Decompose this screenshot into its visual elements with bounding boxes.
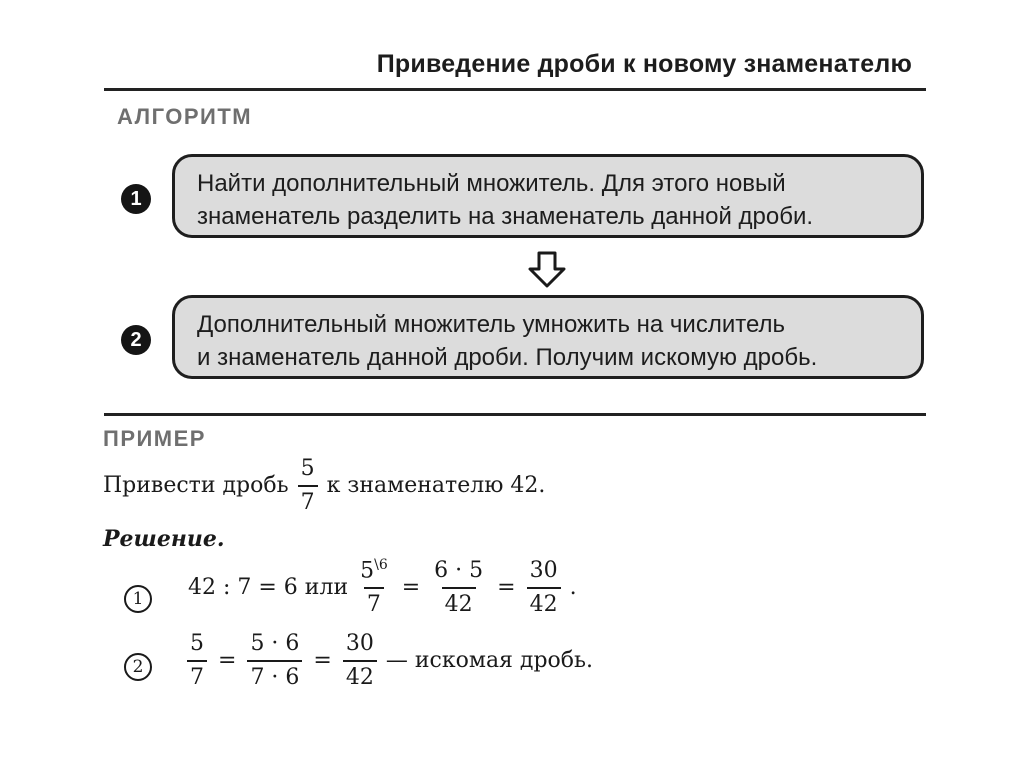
solution-2-fraction-b-numerator: 5 · 6: [250, 631, 300, 656]
solution-step-1-marker: 1: [124, 585, 152, 613]
down-arrow-icon: [527, 251, 567, 289]
solution-1-fraction-a: [357, 557, 391, 618]
middle-divider: [104, 413, 926, 416]
solution-1-fraction-b: [431, 557, 486, 618]
equals-sign: =: [497, 575, 516, 601]
step-1-line-2: знаменатель разделить на знаменатель данной дроби.: [197, 203, 814, 230]
solution-1-fraction-c-numerator: 30: [529, 558, 558, 584]
solution-1-fraction-c-denominator: 42: [527, 587, 561, 619]
task-prefix: Привести дробь: [103, 473, 289, 498]
step-2-line-1: Дополнительный множитель умножить на числитель: [197, 311, 786, 338]
task-fraction: [298, 455, 318, 516]
solution-2-fraction-c: [343, 630, 377, 691]
step-2-box: [172, 295, 924, 379]
solution-2-suffix: — искомая дробь.: [385, 648, 594, 673]
equals-sign: =: [313, 648, 332, 673]
step-2-number: 2: [121, 325, 151, 355]
task-suffix: к знаменателю 42.: [326, 473, 546, 498]
solution-2-fraction-a: [187, 630, 207, 691]
extra-factor-mark: \6: [374, 557, 388, 573]
solution-1-fraction-a-denominator: 7: [364, 587, 384, 619]
solution-2-fraction-a-numerator: 5: [190, 631, 204, 656]
step-2-line-2: и знаменатель данной дроби. Получим искомую дробь.: [197, 344, 818, 371]
solution-line-2: [184, 630, 593, 691]
solution-2-fraction-a-denominator: 7: [187, 660, 207, 692]
algorithm-label: АЛГОРИТМ: [117, 104, 253, 129]
solution-1-fraction-b-denominator: 42: [442, 587, 476, 619]
equals-sign: =: [401, 575, 421, 601]
task-fraction-numerator: 5: [300, 456, 315, 481]
solution-1-fraction-b-numerator: 6 · 5: [434, 558, 484, 584]
top-divider: [104, 88, 926, 91]
page-title: Приведение дроби к новому знаменателю: [376, 50, 912, 78]
solution-label: Решение.: [103, 526, 225, 552]
solution-1-fraction-a-numerator: $5^{\backslash 6}$: [360, 557, 388, 584]
solution-1-calc: 42 : 7 = 6 или: [188, 575, 349, 601]
solution-line-1: [188, 557, 577, 618]
step-1-box: [172, 154, 924, 238]
solution-step-2-marker: 2: [124, 653, 152, 681]
solution-2-fraction-c-numerator: 30: [345, 631, 374, 656]
solution-2-fraction-b: [247, 630, 302, 691]
solution-2-fraction-c-denominator: 42: [343, 660, 377, 692]
task-fraction-denominator: 7: [298, 485, 318, 517]
solution-1-period: .: [569, 575, 577, 601]
step-1-line-1: Найти дополнительный множитель. Для этого новый: [197, 170, 786, 197]
example-label: ПРИМЕР: [103, 426, 206, 451]
task-statement: [103, 455, 545, 516]
step-1-number: 1: [121, 184, 151, 214]
solution-1-fraction-c: [527, 557, 561, 618]
equals-sign: =: [218, 648, 237, 673]
solution-2-fraction-b-denominator: 7 · 6: [247, 660, 302, 692]
